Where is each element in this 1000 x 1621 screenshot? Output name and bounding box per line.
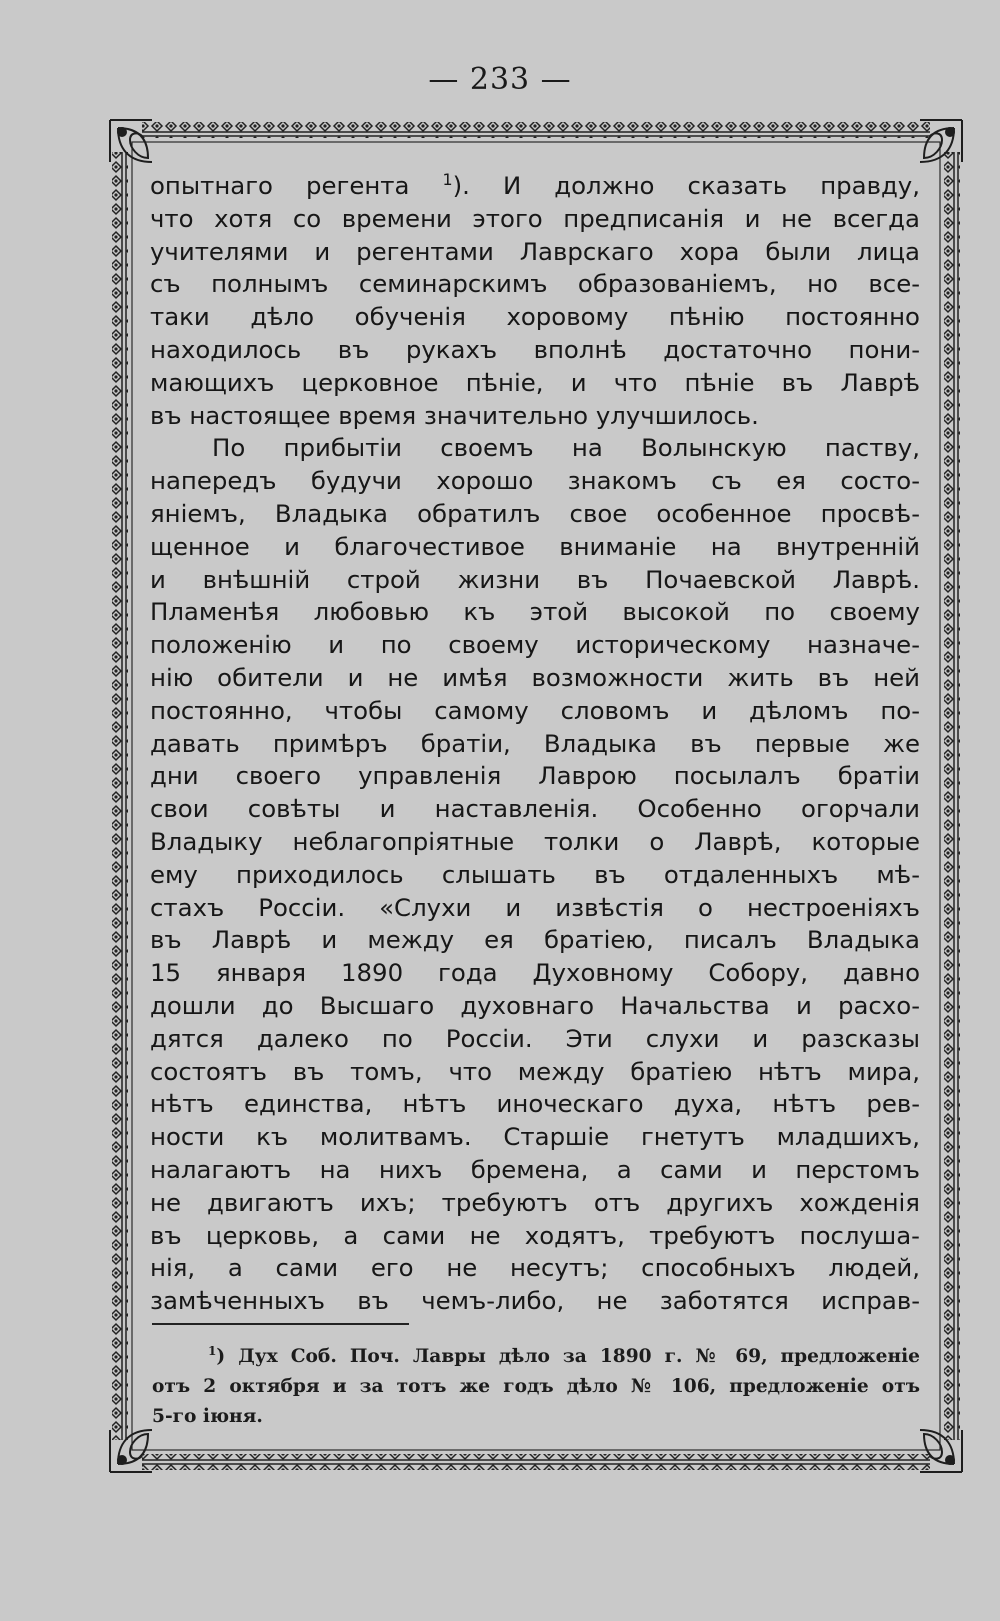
text-line: дошли до Высшаго духовнаго Начальства и расхо- bbox=[150, 990, 920, 1020]
text-line: нія, а сами его не несутъ; способныхъ людей, bbox=[150, 1253, 920, 1283]
text-line: не двигаютъ ихъ; требуютъ отъ другихъ хожденія bbox=[150, 1187, 920, 1217]
text-line: учителями и регентами Лаврскаго хора были лица bbox=[150, 236, 920, 266]
text-line: съ полнымъ семинарскимъ образованіемъ, но все- bbox=[150, 269, 920, 299]
text-line: дятся далеко по Россіи. Эти слухи и разсказы bbox=[150, 1023, 920, 1053]
text-line: дни своего управленія Лаврою посылалъ братіи bbox=[150, 761, 920, 791]
text-line: и внѣшній строй жизни въ Почаевской Лаврѣ. bbox=[150, 564, 920, 594]
text-line: ности къ молитвамъ. Старшіе гнетутъ младшихъ, bbox=[150, 1122, 920, 1152]
text-line: Владыку неблагопріятные толки о Лаврѣ, которые bbox=[150, 826, 920, 856]
page-number: — 233 — bbox=[428, 62, 572, 97]
text-line: давать примѣръ братіи, Владыка въ первые же bbox=[150, 728, 920, 758]
text-line: По прибытіи своемъ на Волынскую паству, bbox=[212, 433, 920, 463]
text-line: нѣтъ единства, нѣтъ иноческаго духа, нѣтъ рев- bbox=[150, 1089, 920, 1119]
text-line: въ церковь, а сами не ходятъ, требуютъ послуша- bbox=[150, 1220, 920, 1250]
footnote-line: отъ 2 октября и за тотъ же годъ дѣло № 106, предложеніе отъ bbox=[152, 1376, 920, 1397]
footnote-marker: 1 bbox=[208, 1343, 217, 1358]
text-line: въ Лаврѣ и между ея братіею, писалъ Владыка bbox=[150, 925, 920, 955]
text-line: постоянно, чтобы самому словомъ и дѣломъ по- bbox=[150, 695, 920, 725]
text-line: нію обители и не имѣя возможности жить въ ней bbox=[150, 662, 920, 692]
text-line: замѣченныхъ въ чемъ-либо, не заботятся исправ- bbox=[150, 1286, 920, 1316]
text-line: ему приходилось слышать въ отдаленныхъ мѣ- bbox=[150, 859, 920, 889]
text-line: таки дѣло обученія хоровому пѣнію постоянно bbox=[150, 302, 920, 332]
text-line: состоятъ въ томъ, что между братіею нѣтъ мира, bbox=[150, 1056, 920, 1086]
text-line: налагаютъ на нихъ бремена, а сами и перстомъ bbox=[150, 1154, 920, 1184]
text-line: положенію и по своему историческому назначе- bbox=[150, 630, 920, 660]
text-line: яніемъ, Владыка обратилъ свое особенное просвѣ- bbox=[150, 498, 920, 528]
text-line: свои совѣты и наставленія. Особенно огорчали bbox=[150, 794, 920, 824]
footnote-line: 5-го іюня. bbox=[152, 1406, 263, 1427]
text-line: мающихъ церковное пѣніе, и что пѣніе въ Лаврѣ bbox=[150, 367, 920, 397]
text-line: въ настоящее время значительно улучшилось. bbox=[150, 400, 759, 430]
footnote-line: $^1$) Дух Соб. Поч. Лавры дѣло за 1890 г. № 69, предложеніе bbox=[208, 1343, 920, 1367]
text-line: щенное и благочестивое вниманіе на внутренній bbox=[150, 531, 920, 561]
footnote bbox=[152, 1342, 920, 1432]
text-line: находилось въ рукахъ вполнѣ достаточно пони- bbox=[150, 334, 920, 364]
text-line: что хотя со времени этого предписанія и не всегда bbox=[150, 203, 920, 233]
footnote-separator bbox=[152, 1323, 409, 1325]
text-line: напередъ будучи хорошо знакомъ съ ея состо- bbox=[150, 466, 920, 496]
footnote-reference: 1 bbox=[442, 169, 453, 189]
text-line: стахъ Россіи. «Слухи и извѣстія о нестроеніяхъ bbox=[150, 892, 920, 922]
text-line: Пламенѣя любовью къ этой высокой по своему bbox=[150, 597, 920, 627]
text-line: 15 января 1890 года Духовному Собору, давно bbox=[150, 958, 920, 988]
text-line: опытнаго регента $^1$). И должно сказать правду, bbox=[150, 169, 920, 200]
main-text bbox=[150, 170, 920, 1318]
